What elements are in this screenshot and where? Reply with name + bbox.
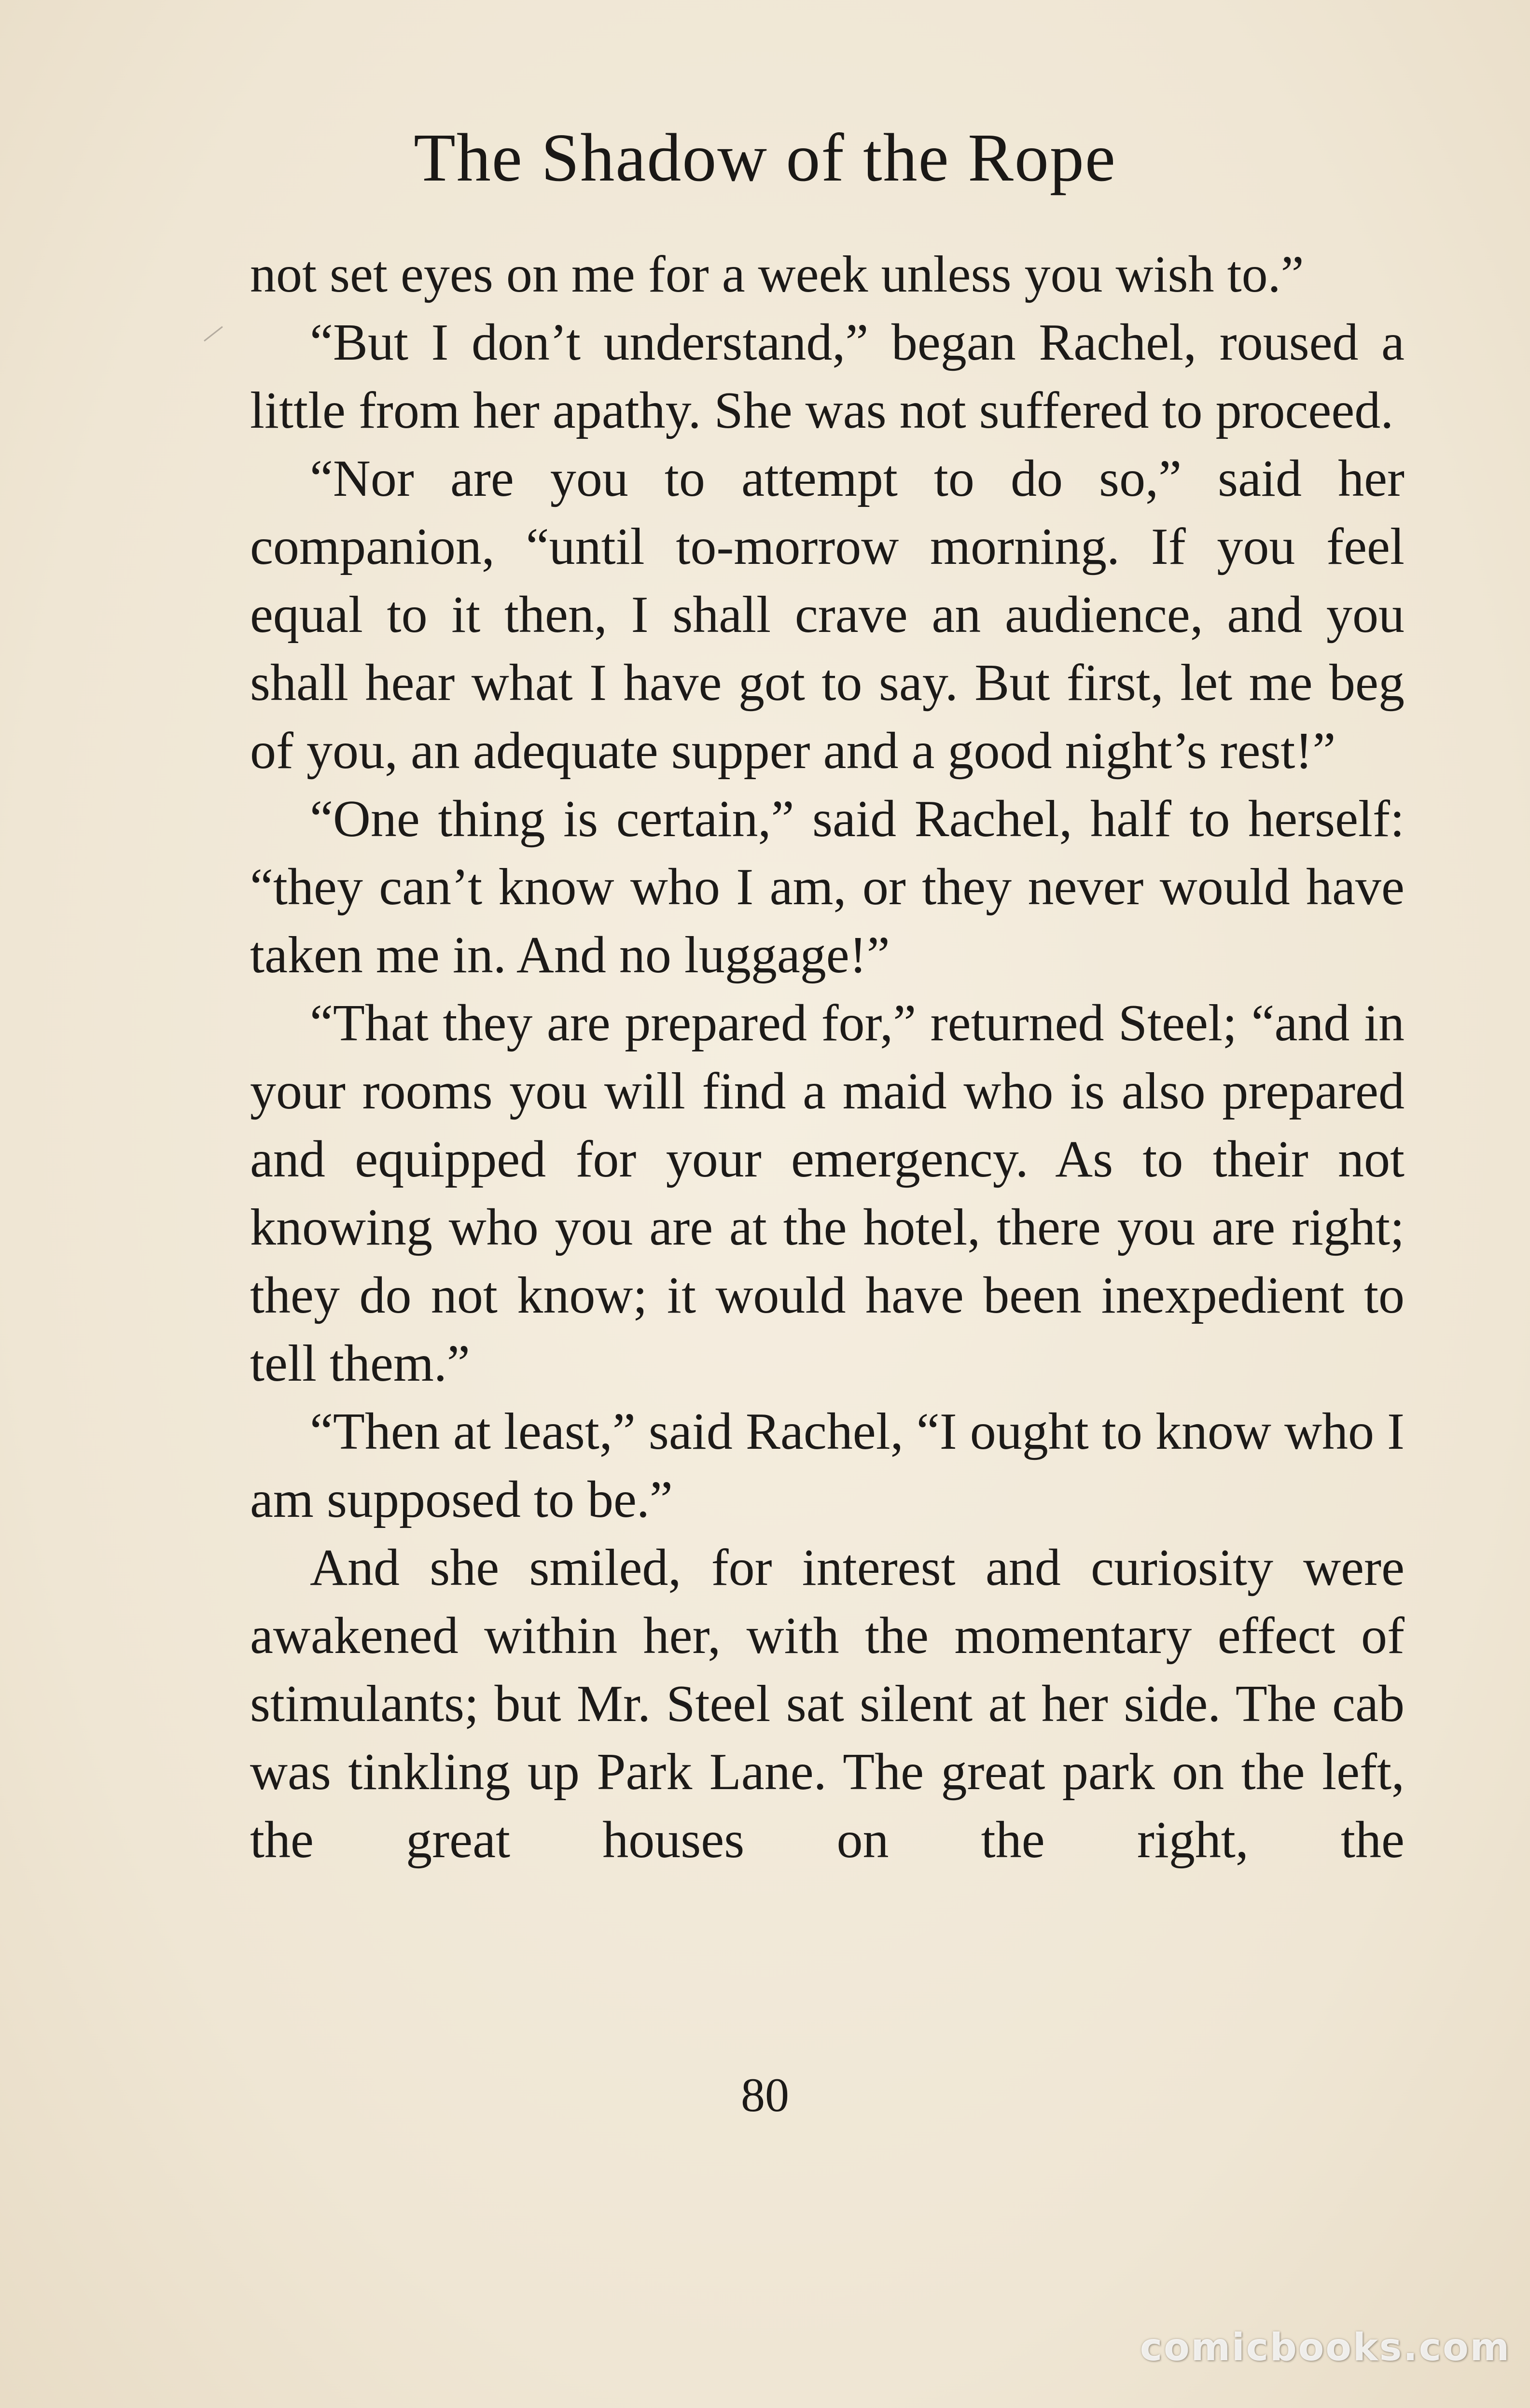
stray-pencil-mark (204, 326, 223, 342)
paragraph: “Then at least,” said Rachel, “I ought to know who I am supposed to be.” (250, 1403, 1405, 1528)
paragraph: “But I don’t understand,” began Rachel, roused a little from her apathy. She was not suffered to proceed. (250, 314, 1405, 439)
watermark: comicbooks.com (1140, 2326, 1511, 2369)
paragraph: “One thing is certain,” said Rachel, half to herself: “they can’t know who I am, or they never would have taken me in. And no luggage!” (250, 790, 1405, 984)
paragraph-continues: And she smiled, for interest and curiosity were awakened within her, with the momentary effect of stimulants; but Mr. Steel sat silent at her side. The cab was tinkling up Park Lane. The great park on the left, the great houses on the right, the (250, 1539, 1405, 1869)
paragraph-continuation: not set eyes on me for a week unless you wish to.” (250, 246, 1304, 303)
paragraph: “That they are prepared for,” returned Steel; “and in your rooms you will find a maid who is also prepared and equipped for your emergency. As to their not knowing who you are at the hotel, there you are right; they do not know; it would have been inexpedient to tell them.” (250, 994, 1405, 1392)
page-number: 80 (741, 2068, 789, 2122)
paragraph: “Nor are you to attempt to do so,” said her companion, “until to-morrow morning. If you feel equal to it then, I shall crave an audience, and you shall hear what I have got to say. But first, let me beg of you, an adequate supper and a good night’s rest!” (250, 450, 1405, 780)
body-text (250, 240, 1405, 1874)
running-header: The Shadow of the Rope (414, 119, 1116, 196)
